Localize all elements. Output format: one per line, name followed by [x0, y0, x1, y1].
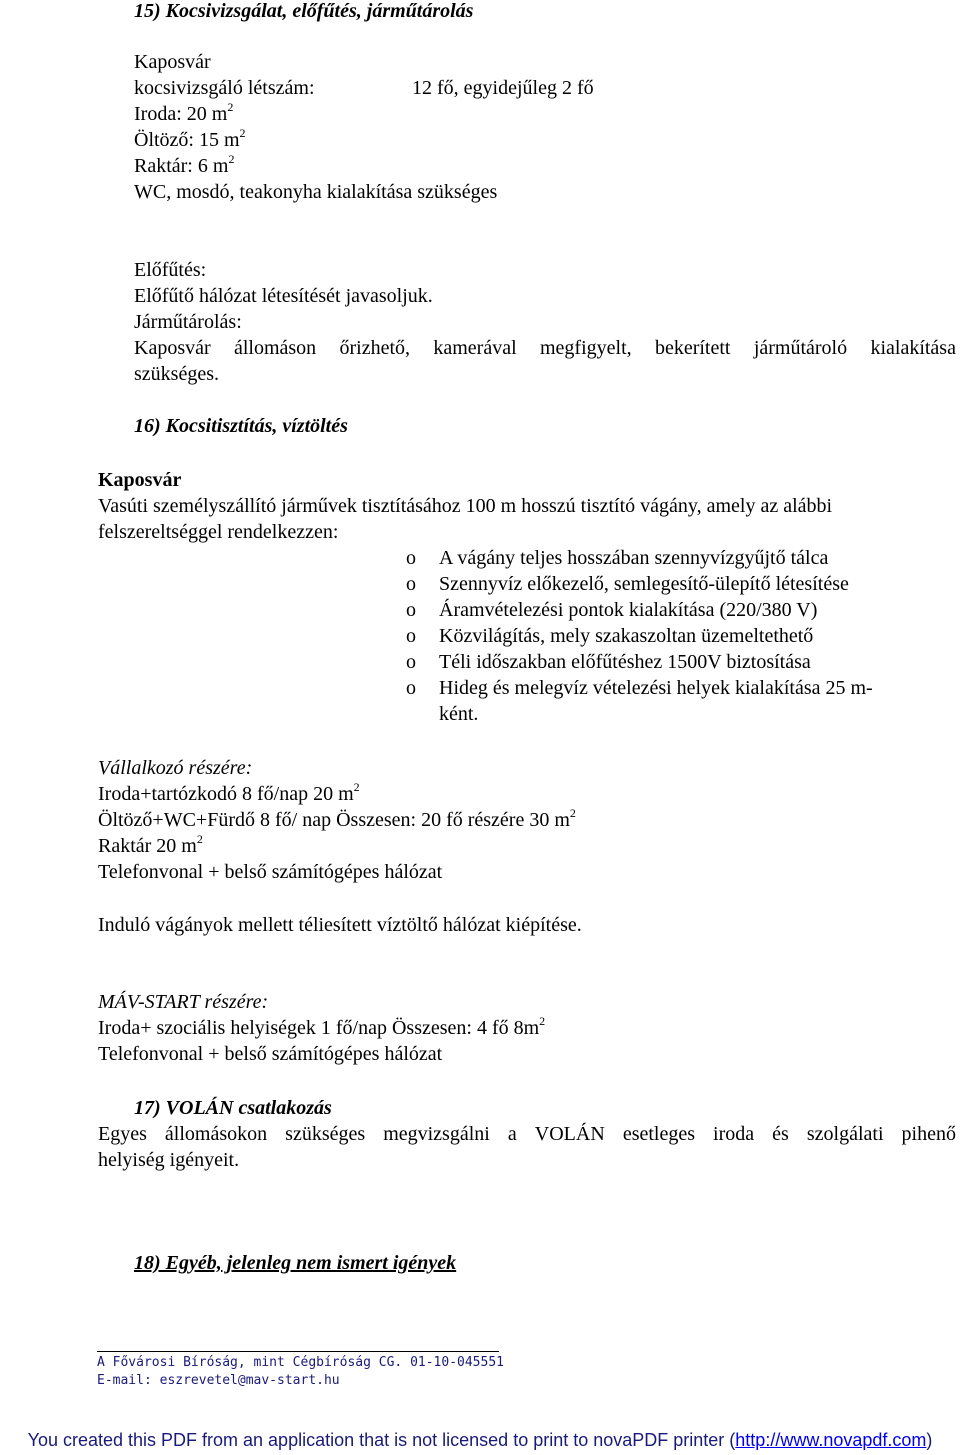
storage-area: Raktár: 6 $m^2$: [134, 152, 235, 177]
vehicle-storage-label: Járműtárolás:: [134, 311, 242, 333]
preheat-label: Előfűtés:: [134, 259, 207, 281]
contractor-locker: Öltöző+WC+Fürdő 8 fő/ nap Összesen: 20 fő részére 30 $m^2$: [98, 806, 576, 831]
bullet-item: Téli időszakban előfűtéshez 1500V biztosítása: [439, 651, 811, 673]
section-17-heading: 17) VOLÁN csatlakozás: [134, 1097, 332, 1119]
section-18-heading: 18) Egyéb, jelenleg nem ismert igények: [134, 1252, 457, 1274]
bullet-item: A vágány teljes hosszában szennyvízgyűjtő tálca: [439, 547, 829, 569]
locker-area: Öltöző: 15 $m^2$: [134, 126, 246, 151]
water-network-line: Induló vágányok mellett téliesített víztöltő hálózat kiépítése.: [98, 914, 582, 936]
footer-court-registration: A Fővárosi Bíróság, mint Cégbíróság CG. 01-10-045551: [97, 1355, 504, 1370]
preheat-text: Előfűtő hálózat létesítését javasoljuk.: [134, 285, 433, 307]
vehicle-storage-line: Kaposvár állomáson őrizhető, kamerával megfigyelt, bekerített járműtároló kialakítása: [134, 337, 956, 359]
bullet-marker: o: [406, 677, 416, 699]
bullet-marker: o: [406, 573, 416, 595]
novapdf-watermark: You created this PDF from an application that is not licensed to print to novaPDF printer (http://www.novapdf.com): [27, 1430, 933, 1450]
bullet-item: Áramvételezési pontok kialakítása (220/380 V): [439, 599, 818, 621]
section-16-heading: 16) Kocsitisztítás, víztöltés: [134, 415, 348, 437]
bullet-item: Hideg és melegvíz vételezési helyek kialakítása 25 m-: [439, 677, 873, 699]
contractor-phone: Telefonvonal + belső számítógépes hálózat: [98, 861, 443, 883]
cleaning-intro-1: Vasúti személyszállító járművek tisztításához 100 m hosszú tisztító vágány, amely az alábbi: [98, 495, 833, 517]
bullet-marker: o: [406, 651, 416, 673]
footer-rule: [97, 1351, 499, 1352]
contractor-label: Vállalkozó részére:: [98, 757, 253, 779]
section-15-city: Kaposvár: [134, 51, 211, 73]
mav-start-label: MÁV-START részére:: [98, 991, 269, 1013]
volan-line-1: Egyes állomásokon szükséges megvizsgálni a VOLÁN esetleges iroda és szolgálati pihenő: [98, 1123, 956, 1145]
contractor-office: Iroda+tartózkodó 8 fő/nap 20 $m^2$: [98, 780, 360, 805]
office-area: Iroda: 20 $m^2$: [134, 100, 234, 125]
mav-start-phone: Telefonvonal + belső számítógépes hálózat: [98, 1043, 443, 1065]
novapdf-link[interactable]: http://www.novapdf.com: [735, 1430, 927, 1450]
bullet-item-continuation: ként.: [439, 703, 479, 725]
bullet-marker: o: [406, 547, 416, 569]
bullet-item: Közvilágítás, mely szakaszoltan üzemeltethető: [439, 625, 814, 647]
section-15-heading: 15) Kocsivizsgálat, előfűtés, járműtárolás: [134, 0, 474, 22]
staff-label: kocsivizsgáló létszám:: [134, 77, 315, 99]
wc-requirement: WC, mosdó, teakonyha kialakítása szükséges: [134, 181, 498, 203]
bullet-marker: o: [406, 599, 416, 621]
staff-value: 12 fő, egyidejűleg 2 fő: [412, 77, 594, 99]
mav-start-office: Iroda+ szociális helyiségek 1 fő/nap Összesen: 4 fő $8m^2$: [98, 1014, 546, 1039]
bullet-item: Szennyvíz előkezelő, semlegesítő-ülepítő létesítése: [439, 573, 849, 595]
bullet-marker: o: [406, 625, 416, 647]
cleaning-intro-2: felszereltséggel rendelkezzen:: [98, 521, 339, 543]
volan-line-2: helyiség igényeit.: [98, 1149, 240, 1171]
contractor-storage: Raktár 20 $m^2$: [98, 832, 203, 857]
vehicle-storage-end: szükséges.: [134, 363, 219, 385]
footer-email: E-mail: eszrevetel@mav-start.hu: [97, 1373, 340, 1388]
section-16-city: Kaposvár: [98, 469, 182, 491]
